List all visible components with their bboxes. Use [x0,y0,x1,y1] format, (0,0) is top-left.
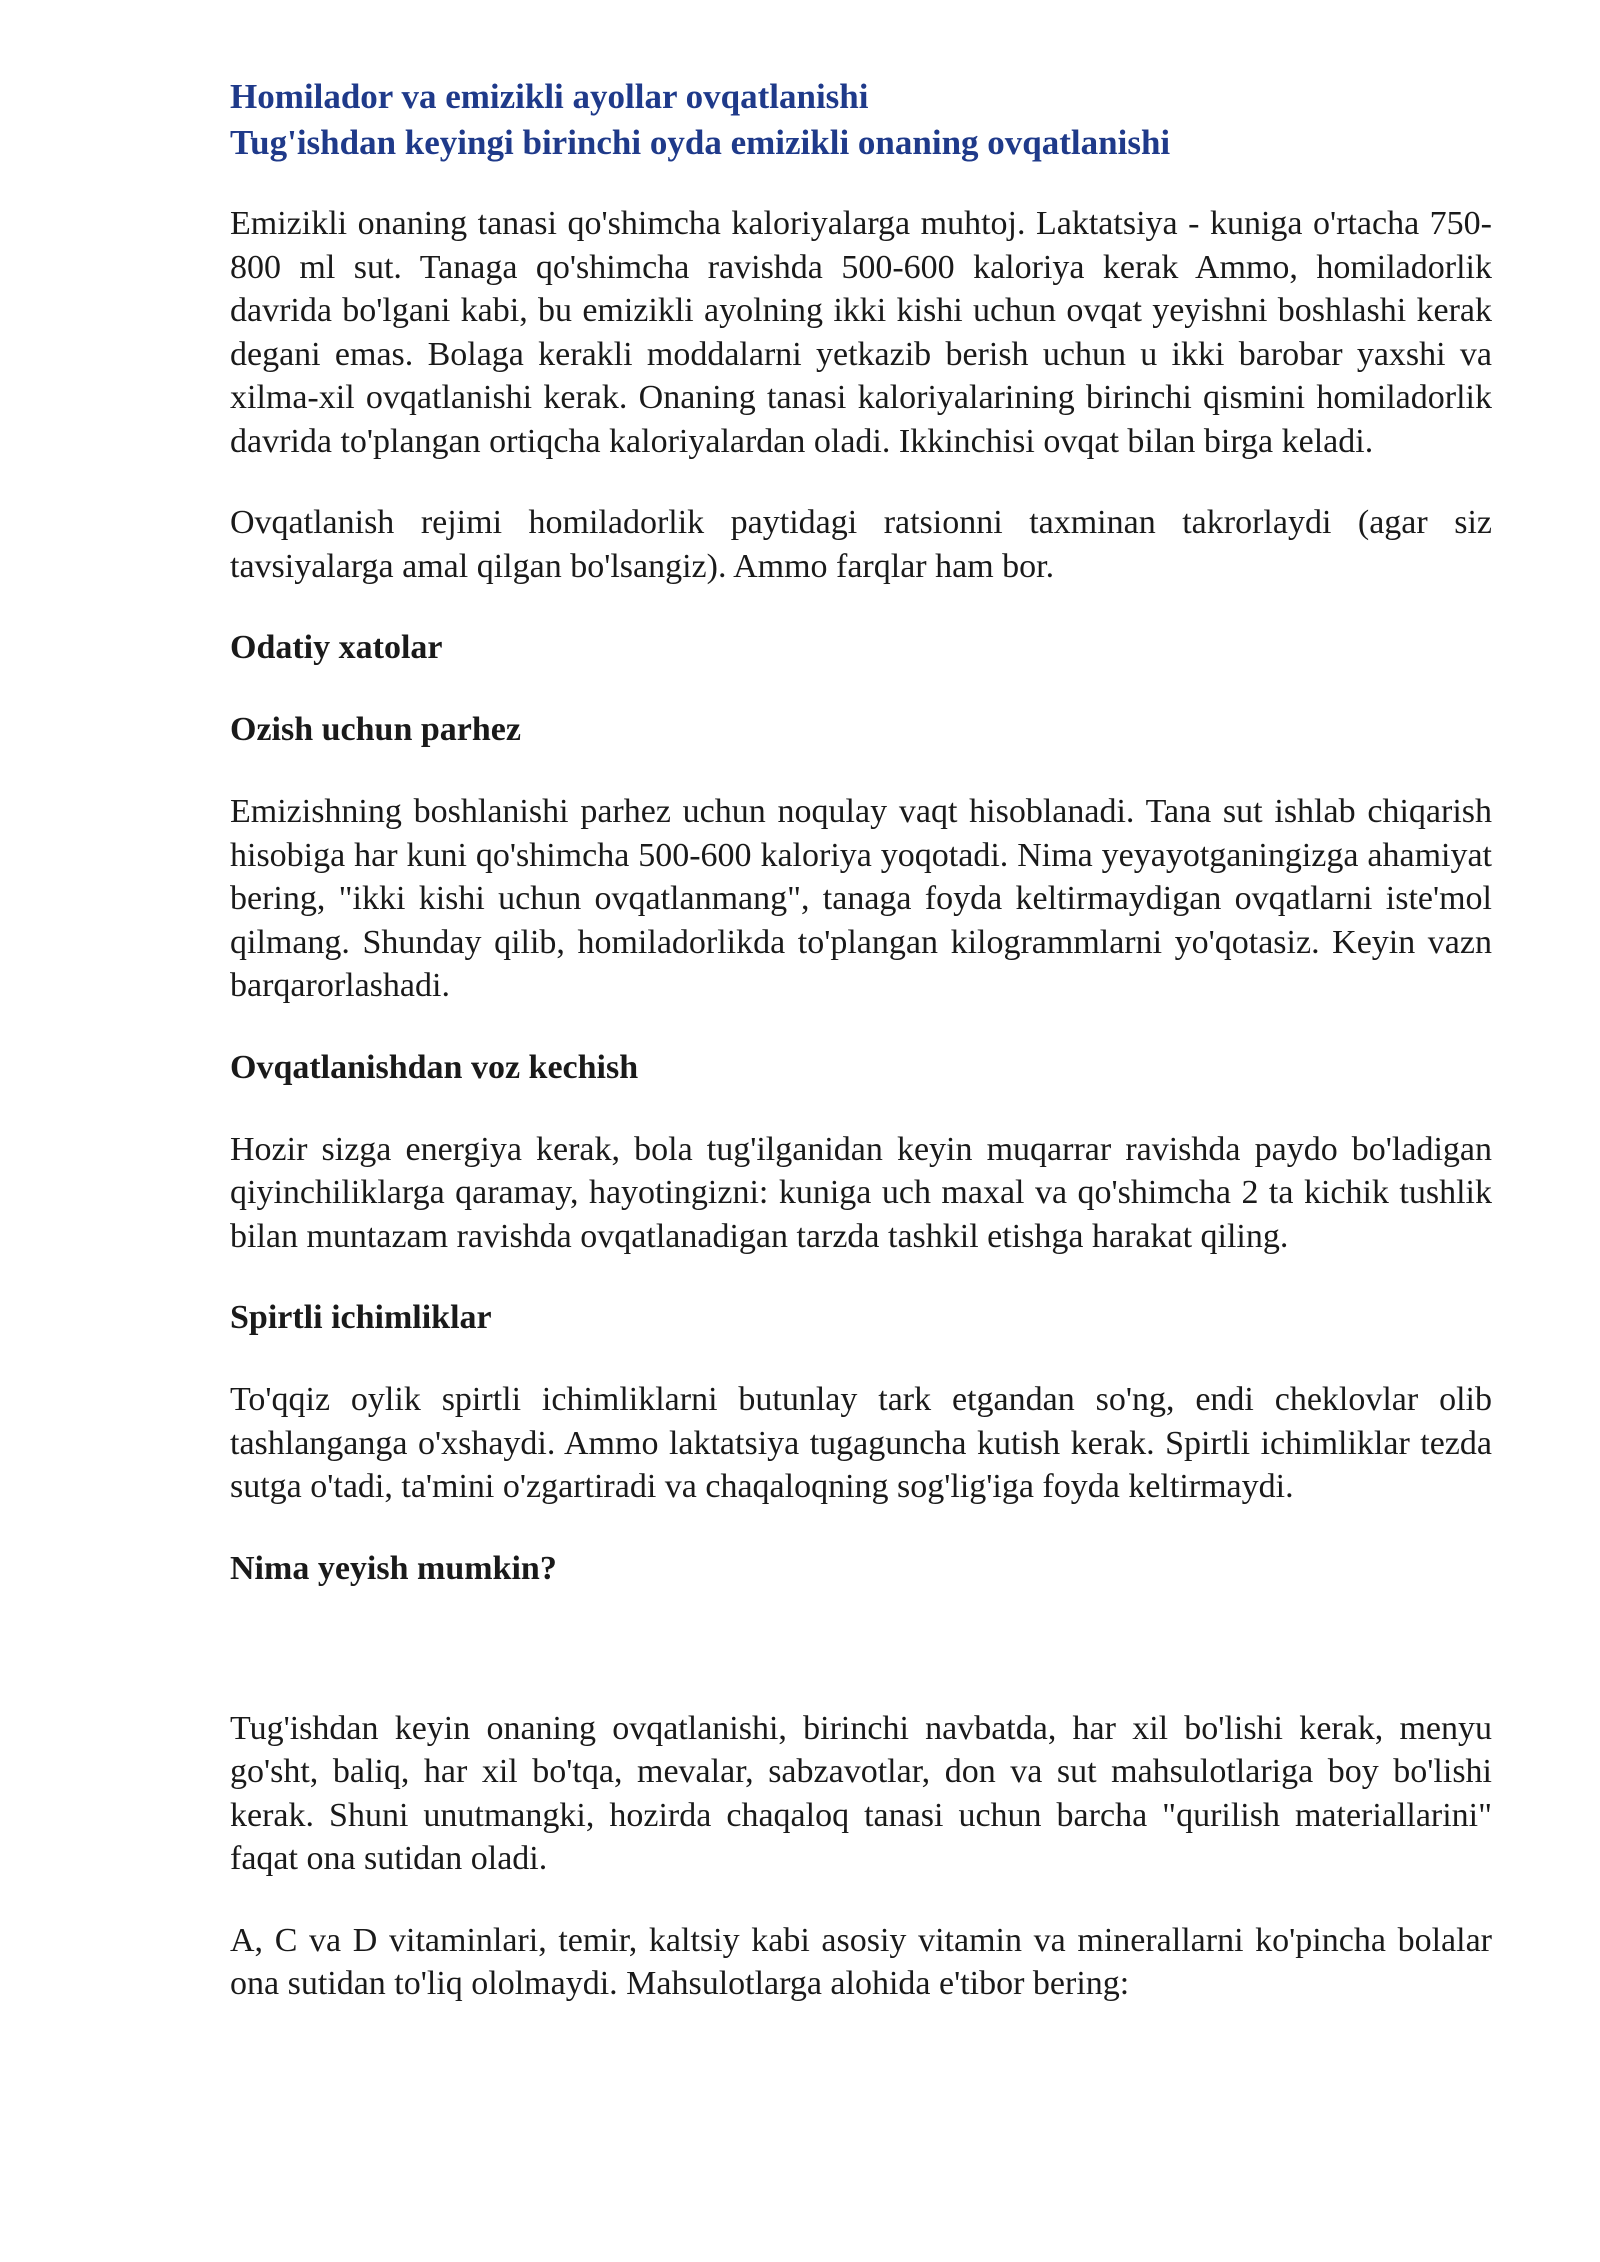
paragraph-diet: Emizishning boshlanishi parhez uchun noqulay vaqt hisoblanadi. Tana sut ishlab chiqarish hisobiga har kuni qo'shimcha 500-600 kaloriya yoqotadi. Nima yeyayotganingizga ahamiyat bering, "ikki kishi uchun ovqatlanmang", tanaga foyda keltirmaydigan ovqatlarni iste'mol qilmang. Shunday qilib, homiladorlikda to'plangan kilogrammlarni yo'qotasiz. Keyin vazn barqarorlashadi. [230,793,1492,1004]
paragraph-alcohol: To'qqiz oylik spirtli ichimliklarni butunlay tark etgandan so'ng, endi cheklovlar olib tashlanganga o'xshaydi. Ammo laktatsiya tugaguncha kutish kerak. Spirtli ichimliklar tezda sutga o'tadi, ta'mini o'zgartiradi va chaqaloqning sog'lig'iga foyda keltirmaydi. [230,1381,1492,1505]
paragraph-intro: Emizikli onaning tanasi qo'shimcha kaloriyalarga muhtoj. Laktatsiya - kuniga o'rtacha 750-800 ml sut. Tanaga qo'shimcha ravishda 500-600 kaloriya kerak Ammo, homiladorlik davrida bo'lgani kabi, bu emizikli ayolning ikki kishi uchun ovqat yeyishni boshlashi kerak degani emas. Bolaga kerakli moddalarni yetkazib berish uchun u ikki barobar yaxshi va xilma-xil ovqatlanishi kerak. Onaning tanasi kaloriyalarining birinchi qismini homiladorlik davrida to'plangan ortiqcha kaloriyalardan oladi. Ikkinchisi ovqat bilan birga keladi. [230,205,1492,460]
heading-alcohol: Spirtli ichimliklar [230,1299,492,1336]
paragraph-regime: Ovqatlanish rejimi homiladorlik paytidagi ratsionni taxminan takrorlaydi (agar siz tavsiyalarga amal qilgan bo'lsangiz). Ammo farqlar ham bor. [230,504,1492,585]
paragraph-vitamins: A, C va D vitaminlari, temir, kaltsiy kabi asosiy vitamin va minerallarni ko'pincha bolalar ona sutidan to'liq ololmaydi. Mahsulotlarga alohida e'tibor bering: [230,1921,1492,2002]
blank-space [230,1629,1492,1707]
heading-what-to-eat: Nima yeyish mumkin? [230,1549,557,1587]
heading-weight-loss-diet: Ozish uchun parhez [230,711,521,748]
document-page [230,74,1492,2044]
page-title: Homilador va emizikli ayollar ovqatlanishi [230,77,869,116]
heading-skipping-meals: Ovqatlanishdan voz kechish [230,1048,639,1086]
paragraph-skipping-meals: Hozir sizga energiya kerak, bola tug'ilganidan keyin muqarrar ravishda paydo bo'ladigan qiyinchiliklarga qaramay, hayotingizni: kuniga uch maxal va qo'shimcha 2 ta kichik tushlik bilan muntazam ravishda ovqatlanadigan tarzda tashkil etishga harakat qiling. [230,1130,1492,1255]
heading-common-mistakes: Odatiy xatolar [230,629,443,666]
paragraph-varied-diet: Tug'ishdan keyin onaning ovqatlanishi, birinchi navbatda, har xil bo'lishi kerak, menyu go'sht, baliq, har xil bo'tqa, mevalar, sabzavotlar, don va sut mahsulotlariga boy bo'lishi kerak. Shuni unutmangki, hozirda chaqaloq tanasi uchun barcha "qurilish materiallarini" faqat ona sutidan oladi. [230,1709,1492,1877]
page-subtitle: Tug'ishdan keyingi birinchi oyda emizikli onaning ovqatlanishi [230,123,1171,162]
